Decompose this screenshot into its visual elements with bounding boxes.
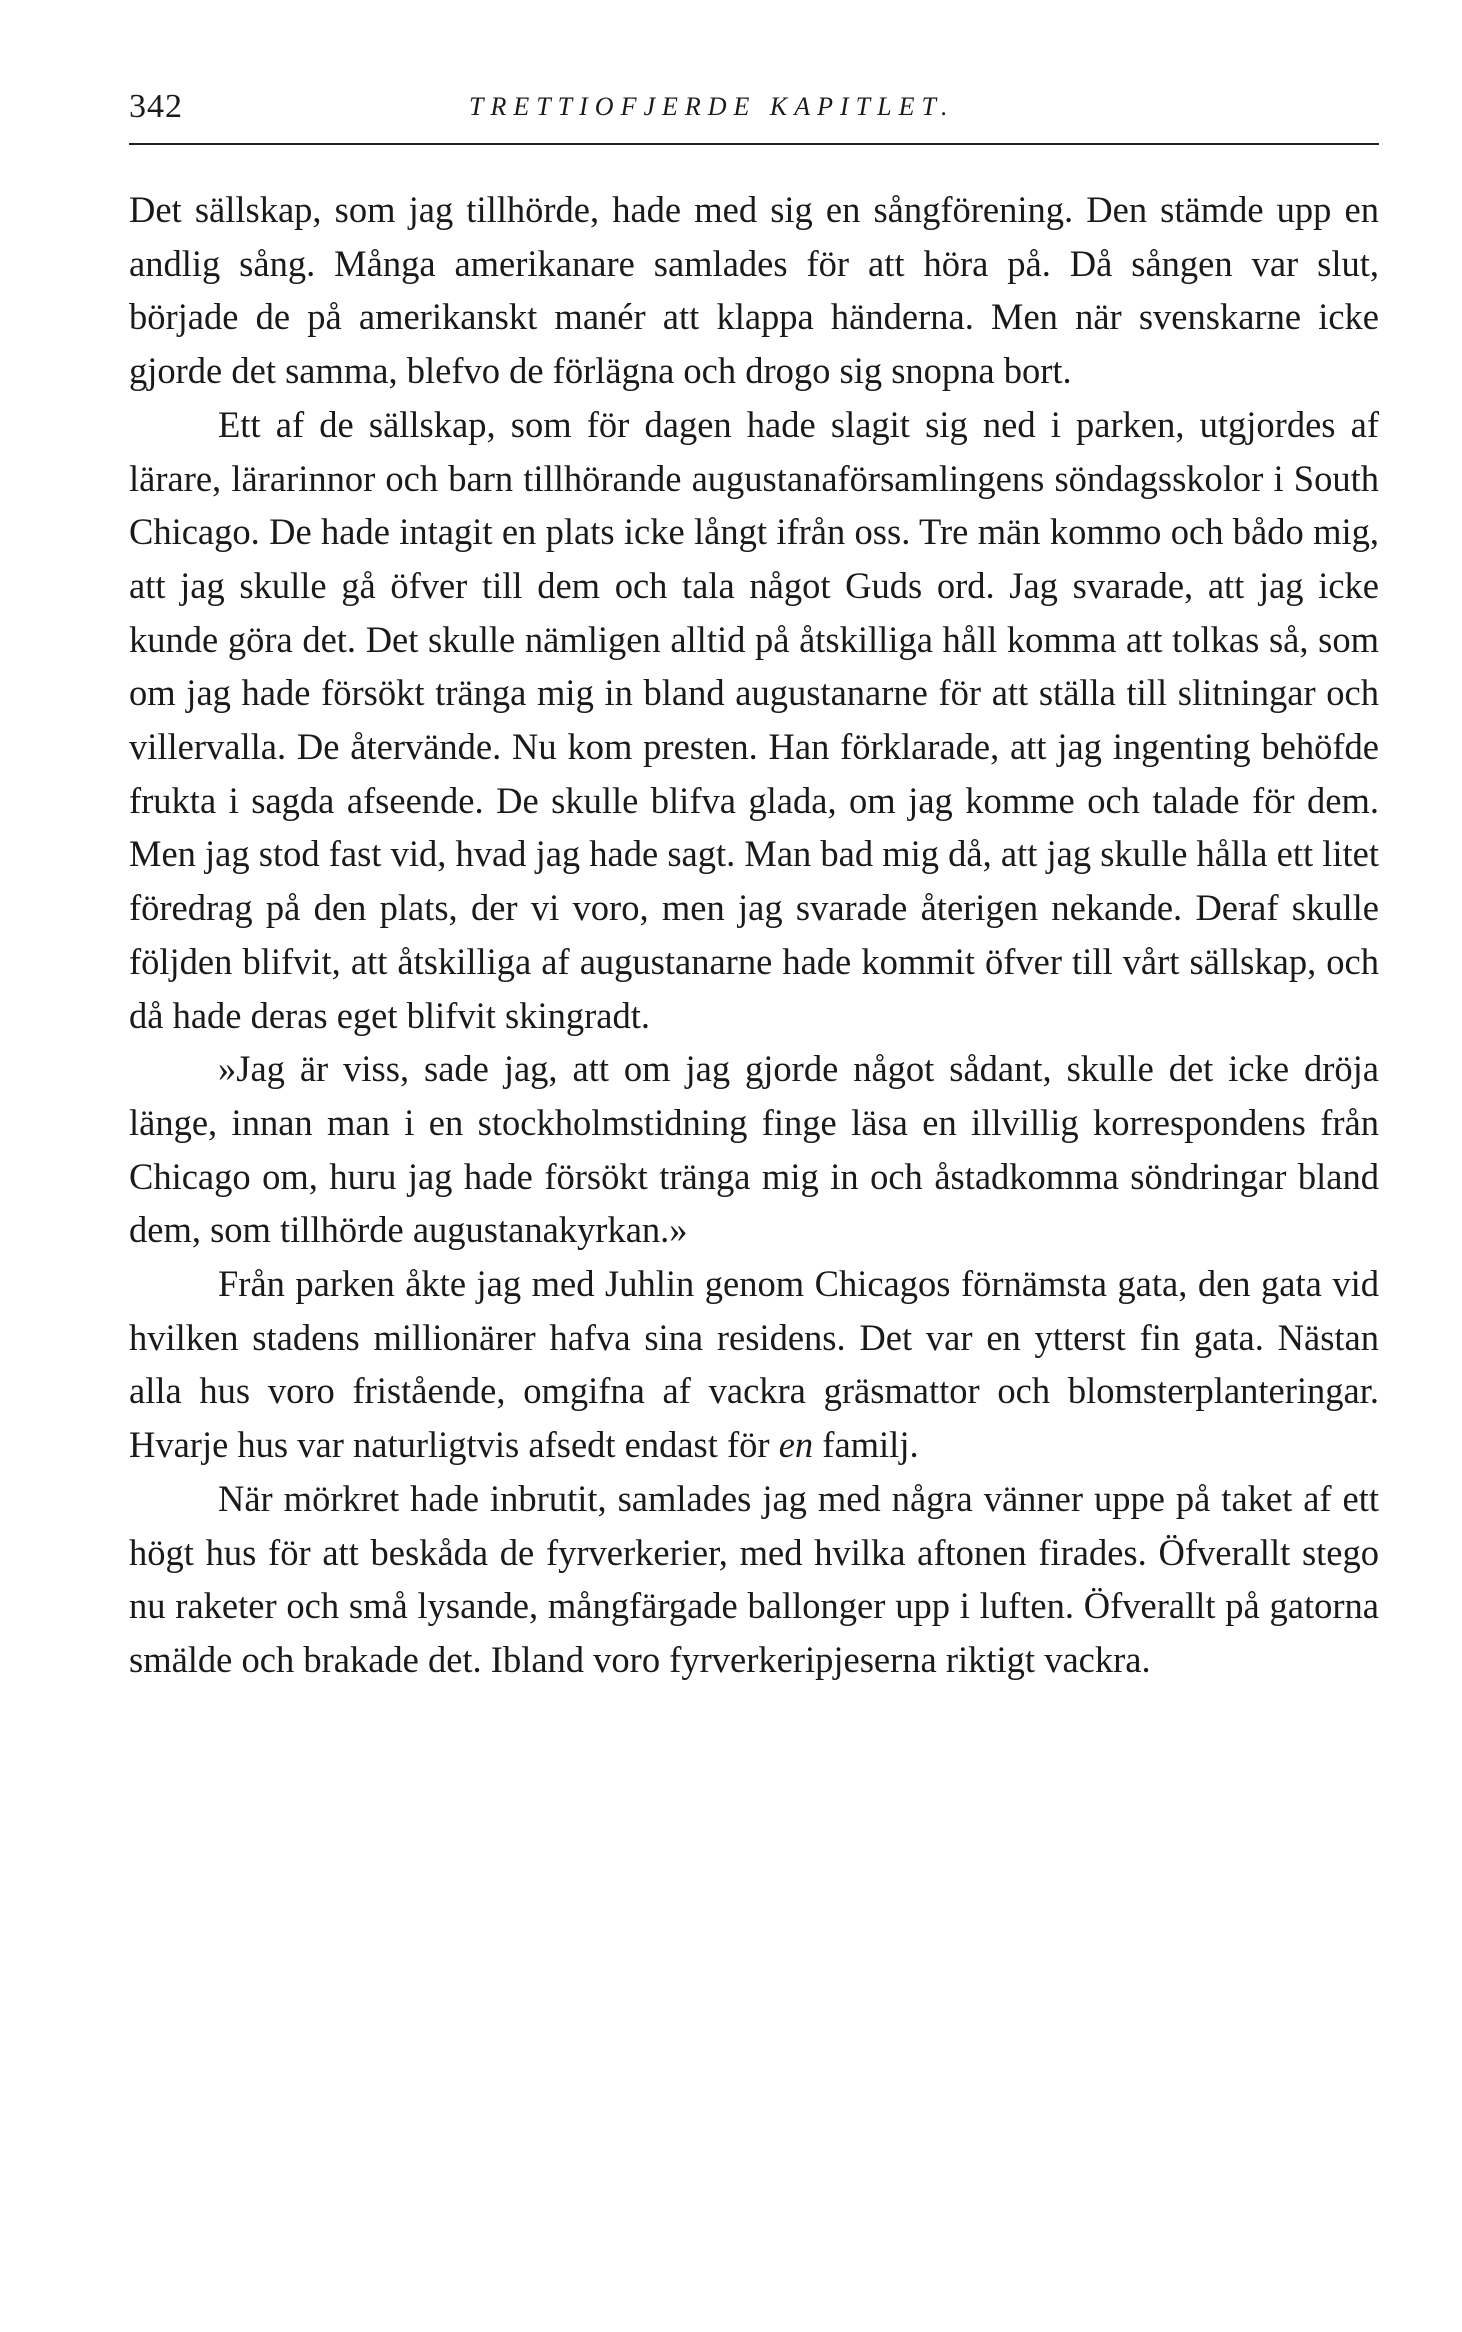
paragraph-4-tail: familj. [813, 1424, 919, 1466]
paragraph-4-emphasis: en [778, 1424, 814, 1466]
body-text [129, 183, 1379, 1687]
header-divider [129, 143, 1379, 145]
paragraph-1: Det sällskap, som jag tillhörde, hade med sig en sångförening. Den stämde upp en andlig sång. Många amerikanare samlades för att höra på. Då sången var slut, började de på amerikanskt manér att klappa händerna. Men när svenskarne icke gjorde det samma, blefvo de förlägna och drogo sig snopna bort. [129, 189, 1379, 392]
running-head: TRETTIOFJERDE KAPITLET. [469, 92, 955, 121]
page-header [129, 88, 1379, 138]
page-number: 342 [129, 88, 183, 125]
paragraph-3: »Jag är viss, sade jag, att om jag gjorde något sådant, skulle det icke dröja länge, innan man i en stockholmstidning finge läsa en illvillig korrespondens från Chicago om, huru jag hade försökt tränga mig in och åstadkomma söndringar bland dem, som tillhörde augustanakyrkan.» [129, 1048, 1379, 1251]
paragraph-4 [129, 1257, 1379, 1472]
paragraph-4-text: Från parken åkte jag med Juhlin genom Chicagos förnämsta gata, den gata vid hvilken stadens millionärer hafva sina residens. Det var en ytterst fin gata. Nästan alla hus voro fristående, omgifna af vackra gräsmattor och blomsterplanteringar. Hvarje hus var naturligtvis afsedt endast för [129, 1263, 1379, 1466]
paragraph-5: När mörkret hade inbrutit, samlades jag med några vänner uppe på taket af ett högt hus för att beskåda de fyrverkerier, med hvilka aftonen firades. Öfverallt stego nu raketer och små lysande, mångfärgade ballonger upp i luften. Öfverallt på gatorna smälde och brakade det. Ibland voro fyrverkeripjeserna riktigt vackra. [129, 1477, 1379, 1680]
paragraph-2: Ett af de sällskap, som för dagen hade slagit sig ned i parken, utgjordes af lärare, lärarinnor och barn tillhörande augustanaförsamlingens söndagsskolor i South Chicago. De hade intagit en plats icke långt ifrån oss. Tre män kommo och bådo mig, att jag skulle gå öfver till dem och tala något Guds ord. Jag svarade, att jag icke kunde göra det. Det skulle nämligen alltid på åtskilliga håll komma att tolkas så, som om jag hade försökt tränga mig in bland augustanarne för att ställa till slitningar och villervalla. De återvände. Nu kom presten. Han förklarade, att jag ingenting behöfde frukta i sagda afseende. De skulle blifva glada, om jag komme och talade för dem. Men jag stod fast vid, hvad jag hade sagt. Man bad mig då, att jag skulle hålla ett litet föredrag på den plats, der vi voro, men jag svarade återigen nekande. Deraf skulle följden blifvit, att åtskilliga af augustanarne hade kommit öfver till vårt sällskap, och då hade deras eget blifvit skingradt. [129, 403, 1379, 1036]
